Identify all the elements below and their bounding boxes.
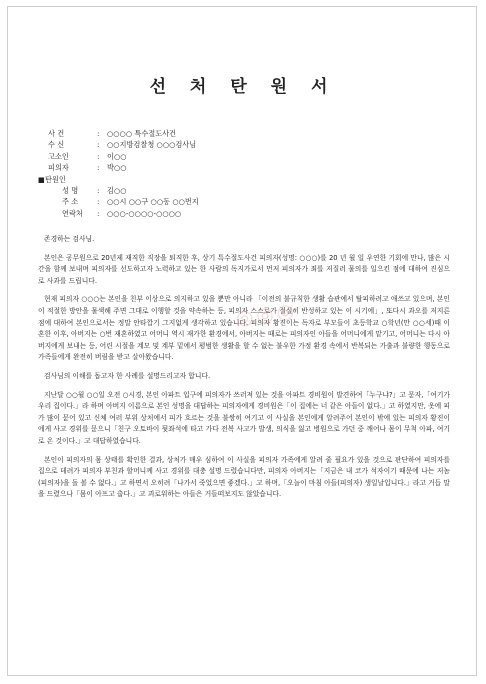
field-label: 피의자 <box>48 163 69 173</box>
document-title: 선 처 탄 원 서 <box>149 77 337 97</box>
field-label: 연락처 <box>62 208 83 218</box>
document-body <box>38 234 450 508</box>
body-paragraph: 지난달 ○○월 ○○일 오전 ○시경, 본인 아파트 입구에 피의자가 쓰러져 있는 것을 아파트 경비원이 발견하여「누구냐?」고 묻자,「여기가 우리 집이다.」라 하며 아버지 이름으로 본인 성명을 대답하는 피의자에게 경비원은「이 집에는 너 같은 아들이 없다.」고 하였지만, 옷에 피가 많이 묻어 있고 신체 여러 부위 상처에서 피가 흐르는 것을 불쌍히 여기고 이 사실을 본인에게 알려주어 본인이 밖에 있는 피의자 황진이에게 사고 경위를 묻으니「친구 오토바이 뒷좌석에 타고 가다 전복 사고가 발생, 의식을 잃고 병원으로 가던 중 깨어나 몸이 무척 아파, 여기로 온 것이다.」고 대답하였습니다. <box>38 390 450 445</box>
greeting-paragraph: 존경하는 검사님. <box>44 235 95 243</box>
field-value: ○○시 ○○구 ○○동 ○○번지 <box>107 197 199 207</box>
field-label: 사 건 <box>48 129 65 138</box>
petitioner-row-address: 주 소 : ○○시 ○○구 ○○동 ○○번지 <box>48 196 199 207</box>
body-paragraph: 현재 피의자 ○○○는 본인을 친부 이상으로 의지하고 있을 뿐만 아니라 「이전의 불규칙한 생활 습관에서 탈피하려고 애쓰고 있으며, 본인이 적절한 방안을 물색해 주면 그대로 이행할 것을 약속하는 등, 피의자 스스로가 절실히 반성하고 있는 이 시기에」, 또다시 과오를 저지른 점에 대하여 본인으로서는 정말 안타깝기 그지없게 생각하고 있습니다. 피의자 황진이는 독자로 부모들이 초등학교 ○학년(만 ○○세)때 이혼한 이후, 아버지는 ○번 재혼하였고 어머니 역시 재가한 환경에서, 아버지는 때로는 피의자인 아들을 어머니에게 맡기고, 어머니는 다시 아버지에게 보내는 등, 어린 시절을 계모 및 계부 밑에서 평범한 생활을 할 수 없는 불우한 가정 환경 속에서 반복되는 가출과 불량한 행동으로 가족들에게 완전히 버림을 받고 살아왔습니다. <box>38 295 450 362</box>
case-row-recipient: 수 신 : ○○지방검찰청 ○○○검사님 <box>48 140 197 150</box>
case-row-case: 사 건 : ○○○○ 특수절도사건 <box>48 129 177 138</box>
watermark-stamp: ◎◎◎ <box>234 297 299 331</box>
field-value: 박○○ <box>107 163 127 173</box>
field-label: 고소인 <box>48 151 69 161</box>
case-row-complainant: 고소인 : 이○○ <box>48 151 127 161</box>
field-value: 이○○ <box>107 151 127 161</box>
case-info-block <box>38 128 199 219</box>
field-value: ○○지방검찰청 ○○○검사님 <box>107 140 197 150</box>
petitioner-row-contact: 연락처 : ○○○-○○○○-○○○○ <box>48 208 199 219</box>
field-label: 주 소 <box>62 197 79 207</box>
petitioner-section-heading: ■탄원인 <box>38 174 66 184</box>
petitioner-row-name: 성 명 : 김○○ <box>48 185 199 196</box>
field-label: 수 신 <box>48 140 65 150</box>
field-value: ○○○-○○○○-○○○○ <box>107 208 182 218</box>
body-paragraph: 검사님의 이해를 돕고자 한 사례를 설명드리고자 합니다. <box>44 371 211 380</box>
case-row-suspect: 피의자 : 박○○ <box>48 163 127 173</box>
field-value: ○○○○ 특수절도사건 <box>107 129 177 138</box>
field-value: 김○○ <box>107 185 127 195</box>
square-bullet-icon: ■ <box>38 174 45 184</box>
field-label: 성 명 <box>62 185 79 195</box>
body-paragraph: 본인은 공무원으로 20년제 재직한 직장을 퇴직한 후, 상기 특수절도사건 피의자(성명: ○○○)를 20 년 월 일 우연한 기회에 만나, 많은 시간을 함께 보내며 피의자를 선도하고자 노력하고 있는 한 사람의 독지가로서 먼저 피의자가 죄를 저질러 물의를 일으킨 점에 대하여 진심으로 사과를 드립니다. <box>38 253 450 285</box>
body-paragraph: 본인이 피의자의 몸 상태를 확인한 결과, 상처가 매우 심하여 이 사실을 피의자 가족에게 알려 줄 필요가 있을 것으로 판단하여 피의자를 집으로 데려가 피의자 부친과 할머니께 사고 경위를 대충 설명 드렸습니다만, 피의자 아버지는「지금은 내 코가 석자이기 때문에 나는 저놈(피의자)을 돌 볼 수 없다.」고 하면서 오히려「나가서 죽었으면 좋겠다.」고 하며,「오늘이 마침 아들(피의자) 생일날입니다.」라고 거듭 말을 드렸으나「몸이 아프고 춥다.」고 괴로워하는 아들은 거들떠보지도 않았습니다. <box>38 455 450 499</box>
